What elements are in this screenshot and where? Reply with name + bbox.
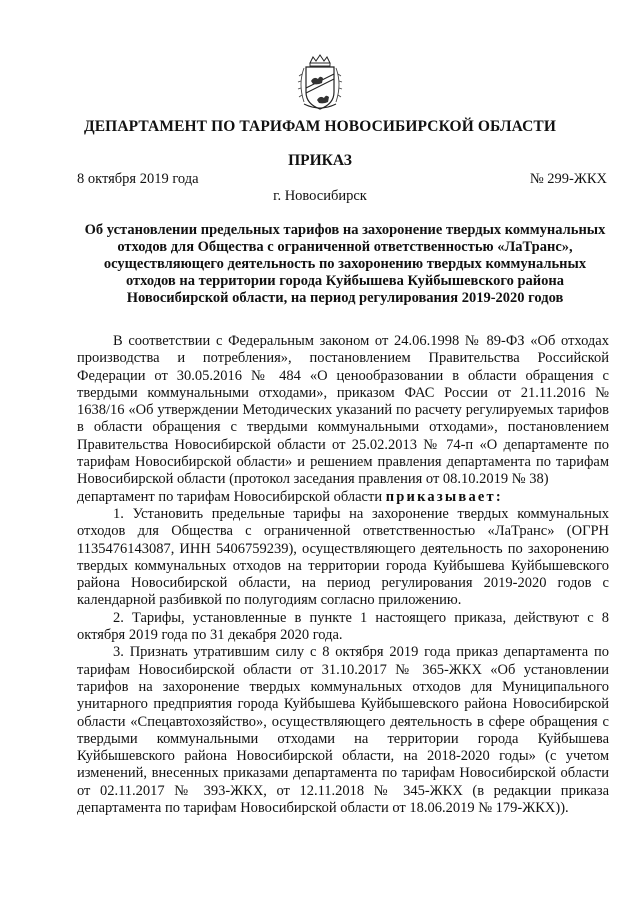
order-title: ПРИКАЗ: [288, 152, 352, 169]
department-title: ДЕПАРТАМЕНТ ПО ТАРИФАМ НОВОСИБИРСКОЙ ОБЛАСТИ: [83, 118, 557, 135]
preamble-paragraph: В соответствии с Федеральным законом от 24.06.1998 № 89-ФЗ «Об отходах производства и потребления», постановлением Правительства Российской Федерации от 30.05.2016 № 484 «О ценообразовании в области обращения с твердыми коммунальными отходами», приказом ФАС России от 21.11.2016 № 1638/16 «Об утверждении Методических указаний по расчету регулируемых тарифов в области обращения с твердыми коммунальными отходами», постановлением Правительства Новосибирской области от 25.02.2013 № 74-п «О департаменте по тарифам Новосибирской области» и решением правления департамента по тарифам Новосибирской области (протокол заседания правления от 08.10.2019 № 38): [77, 333, 609, 488]
orders-paragraph: [77, 489, 609, 506]
orders-word: приказывает:: [385, 488, 503, 505]
order-item-3: 3. Признать утратившим силу с 8 октября 2019 года приказ департамента по тарифам Новосибирской области от 31.10.2017 № 365-ЖКХ «Об установлении тарифов на захоронение твердых коммунальных отходов для Муниципального унитарного предприятия города Куйбышева Куйбышевского района Новосибирской области «Спецавтохозяйство», осуществляющего деятельность в сфере обращения с твердыми коммунальными отходами на территории города Куйбышева Куйбышевского района Новосибирской области, на 2018-2020 годы» (с учетом изменений, внесенных приказами департамента по тарифам Новосибирской области от 02.11.2017 № 393-ЖКХ, от 12.11.2018 № 345-ЖКХ (в редакции приказа департамента по тарифам Новосибирской области от 18.06.2019 № 179-ЖКХ)).: [77, 644, 609, 817]
order-city: г. Новосибирск: [273, 188, 367, 204]
order-date: 8 октября 2019 года: [77, 171, 199, 187]
order-subject: Об установлении предельных тарифов на захоронение твердых коммунальных отходов для Общества с ограниченной ответственностью «ЛаТранс», осуществляющего деятельность по захоронению твердых коммунальных отходов на территории города Куйбышева Куйбышевского района Новосибирской области, на период регулирования 2019-2020 годов: [84, 222, 606, 306]
order-body: [77, 333, 609, 817]
order-item-2: 2. Тарифы, установленные в пункте 1 настоящего приказа, действуют с 8 октября 2019 года по 31 декабря 2020 года.: [77, 609, 609, 644]
order-number: № 299-ЖКХ: [529, 171, 607, 187]
orders-lead: департамент по тарифам Новосибирской области: [77, 488, 386, 505]
order-item-1: 1. Установить предельные тарифы на захоронение твердых коммунальных отходов для Общества с ограниченной ответственностью «ЛаТранс» (ОГРН 1135476143087, ИНН 5406759239), осуществляющего деятельность по захоронению твердых коммунальных отходов на территории города Куйбышева Куйбышевского района Новосибирской области, на период регулирования 2019-2020 годов с календарной разбивкой по полугодиям согласно приложению.: [77, 505, 609, 609]
novosibirsk-coat-of-arms-icon: [296, 54, 344, 112]
